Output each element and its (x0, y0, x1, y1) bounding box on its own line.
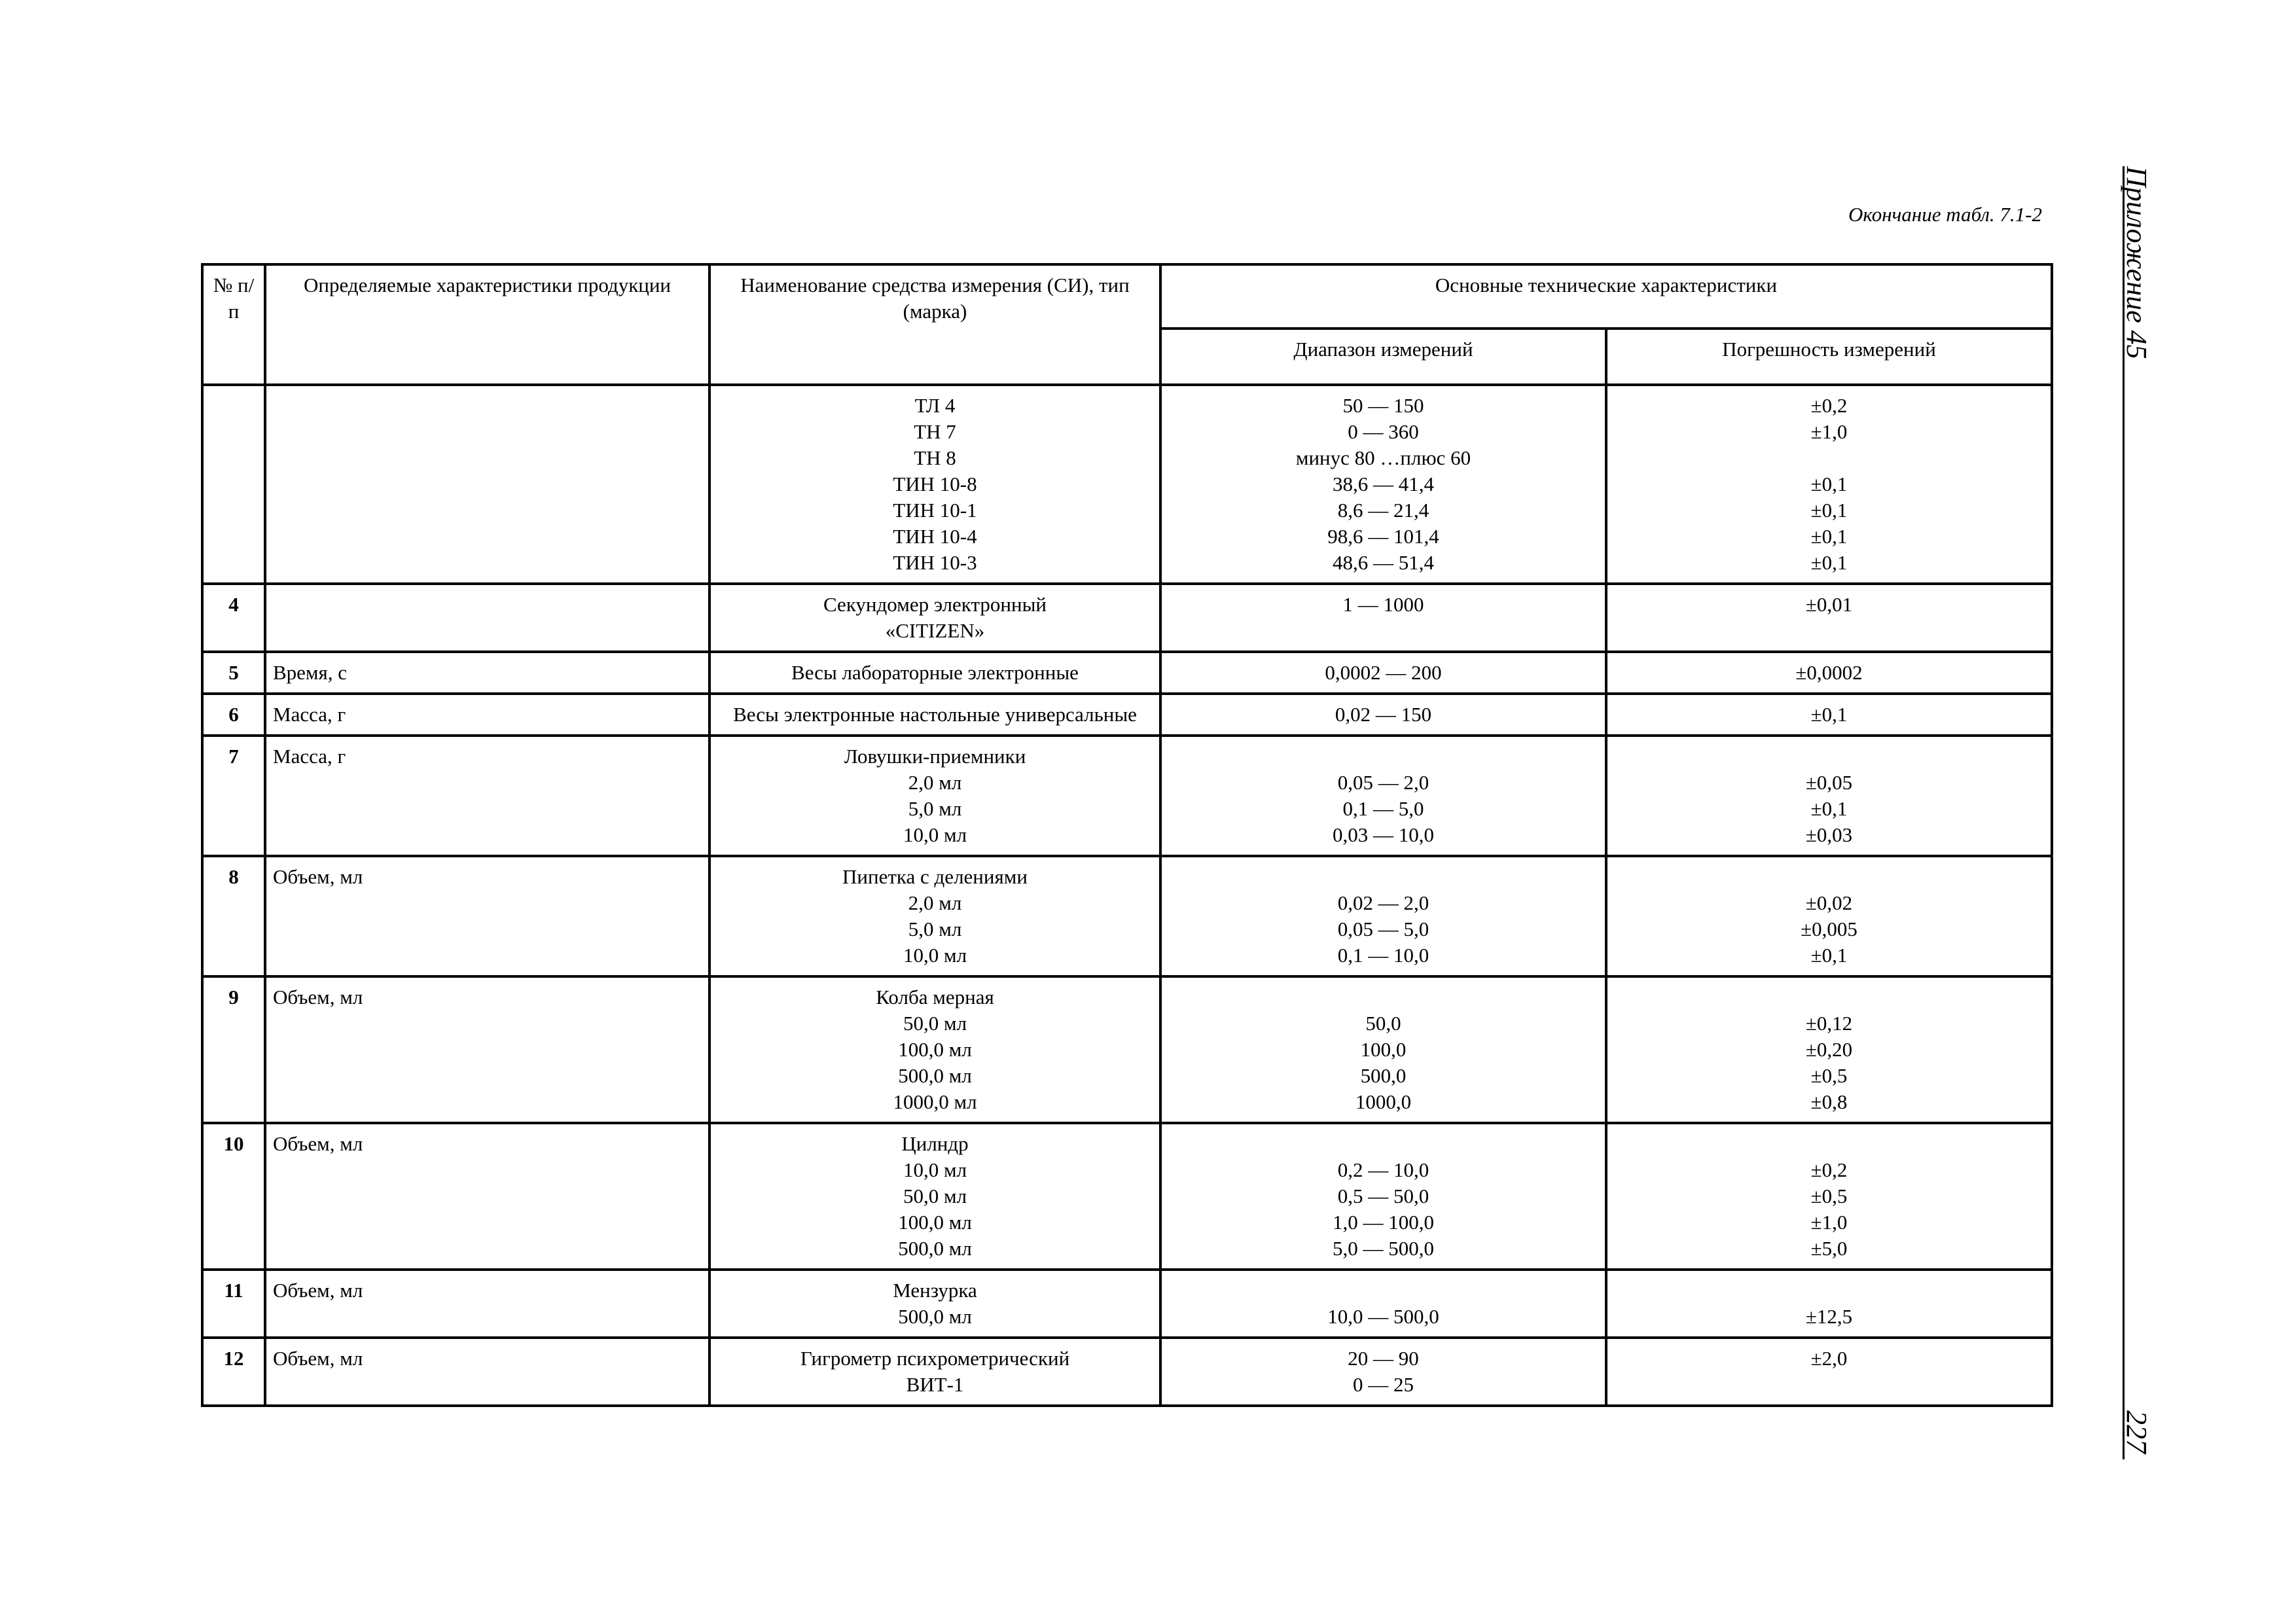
row-instrument-line: «CITIZEN» (885, 619, 985, 642)
row-instrument-line: 10,0 мл (903, 1158, 967, 1181)
table-row (202, 1123, 2052, 1270)
row-range-line: 20 — 90 (1348, 1347, 1419, 1370)
row-instrument (709, 584, 1160, 652)
row-error (1606, 1338, 2052, 1406)
row-characteristic: Объем, мл (265, 856, 709, 976)
row-range (1160, 385, 1606, 584)
row-range-line: 0,05 — 5,0 (1337, 918, 1429, 940)
row-instrument-line: 500,0 мл (898, 1305, 972, 1328)
row-range-line: 50,0 (1365, 1012, 1401, 1035)
row-number: 12 (202, 1338, 265, 1406)
row-instrument-line: 500,0 мл (898, 1064, 972, 1087)
row-range-line: 98,6 — 101,4 (1327, 525, 1439, 548)
table-row (202, 856, 2052, 976)
row-characteristic (265, 584, 709, 652)
row-range-line (1168, 1131, 1598, 1157)
row-instrument (709, 1338, 1160, 1406)
row-instrument (709, 694, 1160, 736)
row-error (1606, 694, 2052, 736)
row-instrument-line: 50,0 мл (903, 1185, 967, 1207)
row-range (1160, 694, 1606, 736)
row-range-line: 100,0 (1360, 1038, 1407, 1061)
row-error-line: ±0,1 (1810, 525, 1848, 548)
row-range-line: минус 80 …плюс 60 (1295, 446, 1471, 469)
row-instrument-line: 10,0 мл (903, 944, 967, 967)
row-range-line: 0,1 — 10,0 (1337, 944, 1429, 967)
row-error-line (1614, 445, 2044, 471)
table-row (202, 694, 2052, 736)
row-range-line (1168, 864, 1598, 890)
row-error-line (1614, 984, 2044, 1010)
row-instrument-line: ТИН 10-1 (893, 499, 977, 522)
row-instrument-line: 500,0 мл (898, 1237, 972, 1260)
row-instrument-line: 2,0 мл (908, 891, 962, 914)
row-instrument-line: 100,0 мл (898, 1038, 972, 1061)
row-instrument (709, 976, 1160, 1123)
row-instrument-line: Мензурка (893, 1279, 977, 1302)
row-error-line: ±0,5 (1810, 1185, 1848, 1207)
row-number: 11 (202, 1270, 265, 1338)
row-error (1606, 1270, 2052, 1338)
row-error-line: ±0,01 (1805, 593, 1853, 616)
row-range (1160, 1338, 1606, 1406)
row-error-line: ±0,1 (1810, 703, 1848, 726)
row-range-line: 1 — 1000 (1342, 593, 1424, 616)
row-number: 6 (202, 694, 265, 736)
row-range-line: 1000,0 (1355, 1090, 1412, 1113)
row-error (1606, 584, 2052, 652)
row-error-line: ±0,0002 (1795, 661, 1863, 684)
row-instrument-line: Колба мерная (876, 986, 994, 1008)
row-range (1160, 856, 1606, 976)
row-error-line (1614, 1277, 2044, 1304)
row-number: 5 (202, 652, 265, 694)
row-error (1606, 856, 2052, 976)
row-error-line (1614, 1131, 2044, 1157)
header-error: Погрешность измерений (1606, 329, 2052, 385)
row-error-line (1614, 864, 2044, 890)
row-characteristic: Объем, мл (265, 1270, 709, 1338)
side-rule (2123, 166, 2125, 1459)
row-characteristic: Объем, мл (265, 976, 709, 1123)
row-instrument-line: ТИН 10-3 (893, 551, 977, 574)
row-number: 10 (202, 1123, 265, 1270)
page-number-text: 227 (2121, 1410, 2153, 1454)
row-range-line: 1,0 — 100,0 (1333, 1211, 1434, 1234)
row-instrument-line: 5,0 мл (908, 918, 962, 940)
row-range-line: 0,03 — 10,0 (1333, 823, 1434, 846)
row-characteristic: Время, с (265, 652, 709, 694)
row-instrument-line: Гигрометр психрометрический (800, 1347, 1070, 1370)
row-instrument (709, 1123, 1160, 1270)
row-instrument (709, 652, 1160, 694)
row-number (202, 385, 265, 584)
row-range-line: 5,0 — 500,0 (1333, 1237, 1434, 1260)
row-range (1160, 584, 1606, 652)
row-characteristic (265, 385, 709, 584)
row-characteristic: Объем, мл (265, 1338, 709, 1406)
header-instrument: Наименование средства измерения (СИ), тип (марка) (709, 264, 1160, 385)
row-range-line: 10,0 — 500,0 (1327, 1305, 1439, 1328)
row-error-line: ±0,1 (1810, 797, 1848, 820)
row-error-line: ±0,05 (1805, 771, 1853, 794)
row-instrument-line: 100,0 мл (898, 1211, 972, 1234)
row-range (1160, 652, 1606, 694)
row-error-line: ±0,5 (1810, 1064, 1848, 1087)
row-instrument-line: Секундомер электронный (823, 593, 1047, 616)
row-error-line: ±0,8 (1810, 1090, 1848, 1113)
row-error-line: ±0,1 (1810, 944, 1848, 967)
row-range-line: 0,02 — 150 (1335, 703, 1432, 726)
row-range-line: 0,02 — 2,0 (1337, 891, 1429, 914)
row-error (1606, 1123, 2052, 1270)
header-number: № п/п (202, 264, 265, 385)
row-instrument-line: 1000,0 мл (893, 1090, 977, 1113)
row-instrument-line: 50,0 мл (903, 1012, 967, 1035)
instruments-table (201, 263, 2053, 1407)
row-range-line (1168, 743, 1598, 770)
header-characteristics: Определяемые характеристики продукции (265, 264, 709, 385)
row-error-line: ±0,02 (1805, 891, 1853, 914)
row-range-line: 0 — 360 (1348, 420, 1419, 443)
row-instrument-line: 5,0 мл (908, 797, 962, 820)
row-range-line: 0,5 — 50,0 (1337, 1185, 1429, 1207)
row-range (1160, 736, 1606, 856)
row-instrument-line: Ловушки-приемники (844, 745, 1026, 768)
row-error-line: ±0,1 (1810, 551, 1848, 574)
row-error-line: ±1,0 (1810, 420, 1848, 443)
row-instrument-line: Цилндр (901, 1132, 969, 1155)
row-number: 7 (202, 736, 265, 856)
row-range (1160, 1123, 1606, 1270)
row-error-line: ±0,1 (1810, 473, 1848, 495)
row-instrument (709, 385, 1160, 584)
row-error-line: ±12,5 (1805, 1305, 1853, 1328)
row-error-line (1614, 743, 2044, 770)
row-instrument-line: ВИТ-1 (906, 1373, 964, 1396)
row-error-line: ±0,03 (1805, 823, 1853, 846)
row-range-line: 0,2 — 10,0 (1337, 1158, 1429, 1181)
row-instrument-line: Весы электронные настольные универсальные (733, 703, 1137, 726)
table-row (202, 736, 2052, 856)
row-instrument (709, 736, 1160, 856)
row-error-line: ±0,2 (1810, 394, 1848, 417)
table-row (202, 584, 2052, 652)
row-error-line: ±2,0 (1810, 1347, 1848, 1370)
row-range-line (1168, 984, 1598, 1010)
header-specs: Основные технические характеристики (1160, 264, 2052, 329)
row-range-line: 48,6 — 51,4 (1333, 551, 1434, 574)
row-characteristic: Масса, г (265, 736, 709, 856)
row-range-line: 38,6 — 41,4 (1333, 473, 1434, 495)
row-characteristic: Масса, г (265, 694, 709, 736)
row-error-line: ±0,1 (1810, 499, 1848, 522)
row-error (1606, 385, 2052, 584)
row-instrument-line: ТИН 10-4 (893, 525, 977, 548)
row-instrument-line: Пипетка с делениями (842, 865, 1028, 888)
row-instrument-line: 10,0 мл (903, 823, 967, 846)
row-range-line: 0,0002 — 200 (1325, 661, 1442, 684)
header-range: Диапазон измерений (1160, 329, 1606, 385)
row-number: 8 (202, 856, 265, 976)
row-error (1606, 652, 2052, 694)
row-range-line: 0,1 — 5,0 (1342, 797, 1424, 820)
row-error-line: ±0,12 (1805, 1012, 1853, 1035)
row-instrument-line: ТИН 10-8 (893, 473, 977, 495)
side-title-text: Приложение 45 (2121, 166, 2153, 359)
row-range-line (1168, 1277, 1598, 1304)
row-number: 9 (202, 976, 265, 1123)
row-range (1160, 976, 1606, 1123)
row-instrument-line: ТН 8 (914, 446, 956, 469)
row-instrument-line: Весы лабораторные электронные (791, 661, 1079, 684)
row-range (1160, 1270, 1606, 1338)
row-error (1606, 736, 2052, 856)
row-range-line: 500,0 (1360, 1064, 1407, 1087)
table-header-row (202, 264, 2052, 329)
row-instrument (709, 856, 1160, 976)
table-row (202, 1338, 2052, 1406)
row-error-line: ±1,0 (1810, 1211, 1848, 1234)
continuation-note: Окончание табл. 7.1-2 (1848, 203, 2042, 226)
row-instrument-line: ТН 7 (914, 420, 956, 443)
row-instrument-line: 2,0 мл (908, 771, 962, 794)
row-range-line: 8,6 — 21,4 (1337, 499, 1429, 522)
row-characteristic: Объем, мл (265, 1123, 709, 1270)
table-row (202, 976, 2052, 1123)
row-number: 4 (202, 584, 265, 652)
table-row (202, 1270, 2052, 1338)
row-error-line: ±0,2 (1810, 1158, 1848, 1181)
table-row (202, 385, 2052, 584)
row-range-line: 0,05 — 2,0 (1337, 771, 1429, 794)
row-error-line: ±0,005 (1801, 918, 1857, 940)
row-range-line: 50 — 150 (1342, 394, 1424, 417)
row-error (1606, 976, 2052, 1123)
row-instrument (709, 1270, 1160, 1338)
row-error-line: ±0,20 (1805, 1038, 1853, 1061)
table-body (202, 385, 2052, 1406)
row-range-line: 0 — 25 (1353, 1373, 1414, 1396)
row-instrument-line: ТЛ 4 (914, 394, 956, 417)
table-row (202, 652, 2052, 694)
row-error-line: ±5,0 (1810, 1237, 1848, 1260)
